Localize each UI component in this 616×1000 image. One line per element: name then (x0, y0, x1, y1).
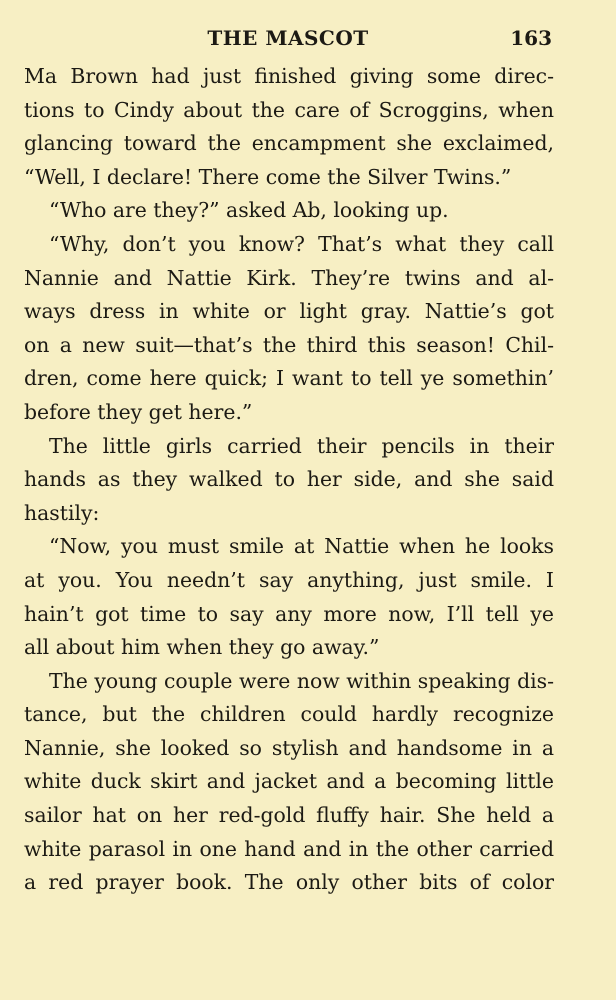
text-line: glancing toward the encampment she exclaimed, (24, 131, 554, 156)
text-line: “Why, don’t you know? That’s what they call (49, 231, 554, 256)
text-line: hands as they walked to her side, and she said (24, 467, 554, 492)
text-line: Ma Brown had just finished giving some direc- (24, 64, 554, 88)
text-line: The little girls carried their pencils in their (49, 433, 554, 458)
text-line: dren, come here quick; I want to tell ye somethin’ (24, 366, 554, 391)
running-head (24, 26, 552, 56)
body-text (24, 60, 554, 900)
text-line: hastily: (24, 500, 100, 525)
page-title: THE MASCOT (207, 26, 369, 50)
text-line: a red prayer book. The only other bits of color (24, 870, 554, 895)
text-line: “Who are they?” asked Ab, looking up. (49, 198, 449, 223)
page-number: 163 (510, 26, 552, 50)
text-line: hain’t got time to say any more now, I’ll tell ye (24, 601, 554, 626)
text-line: on a new suit—that’s the third this season! Chil- (24, 332, 554, 357)
text-line: Nannie and Nattie Kirk. They’re twins and al- (24, 265, 554, 290)
text-line: white duck skirt and jacket and a becoming little (24, 769, 554, 794)
text-line: sailor hat on her red-gold fluffy hair. She held a (24, 803, 554, 828)
text-line: tions to Cindy about the care of Scroggins, when (24, 97, 554, 122)
text-line: “Well, I declare! There come the Silver Twins.” (24, 164, 512, 189)
text-line: before they get here.” (24, 399, 253, 424)
text-line: “Now, you must smile at Nattie when he looks (49, 534, 554, 559)
text-line: all about him when they go away.” (24, 635, 380, 660)
text-line: The young couple were now within speaking dis- (49, 668, 554, 693)
text-line: Nannie, she looked so stylish and handsome in a (24, 735, 554, 760)
text-line: at you. You needn’t say anything, just smile. I (24, 567, 554, 592)
text-line: tance, but the children could hardly recognize (24, 702, 554, 727)
text-line: ways dress in white or light gray. Nattie’s got (24, 299, 554, 324)
text-line: white parasol in one hand and in the other carried (24, 836, 554, 861)
